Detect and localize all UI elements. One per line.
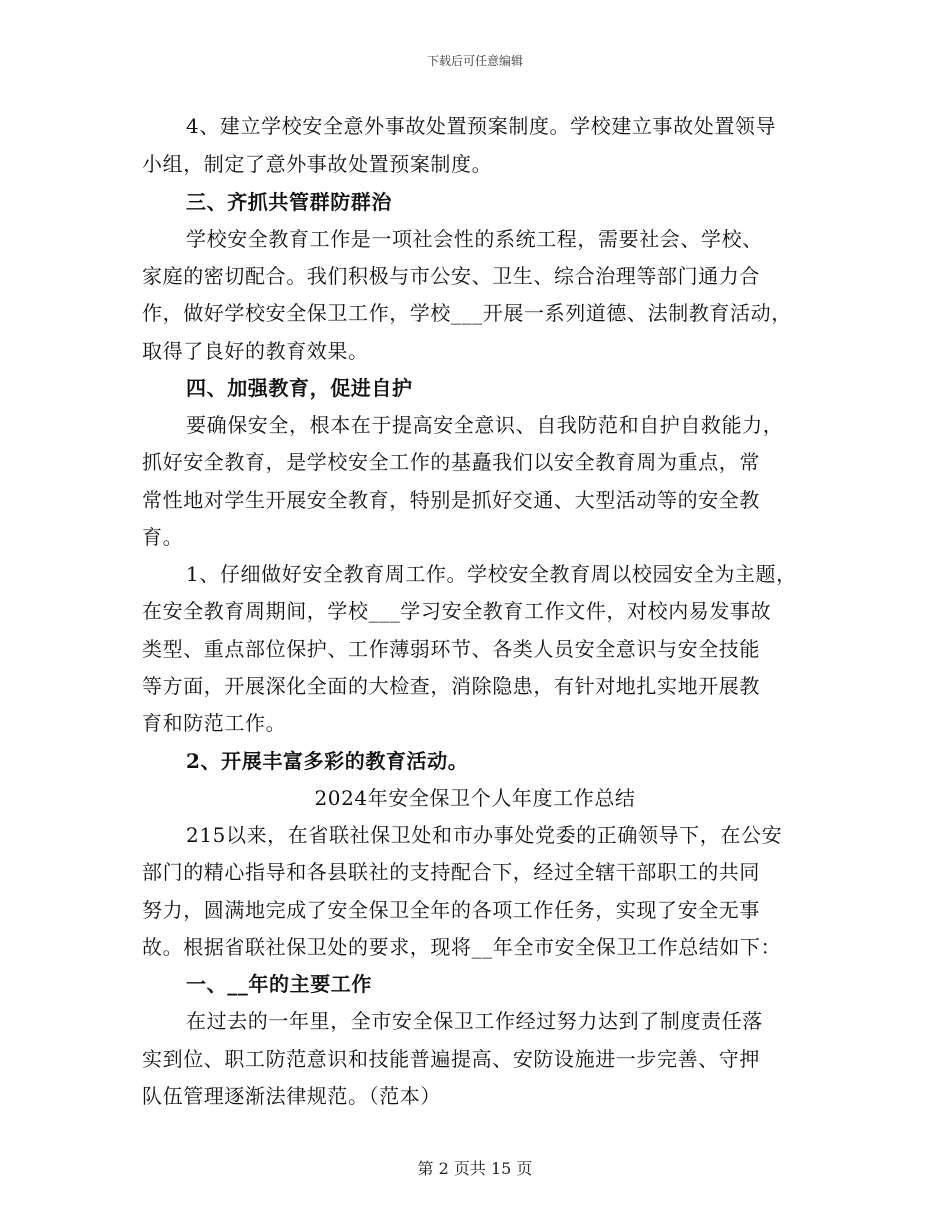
body-line: 小组，制定了意外事故处置预案制度。 <box>142 152 493 176</box>
body-line: 育和防范工作。 <box>142 711 287 735</box>
body-line: 215以来，在省联社保卫处和市办事处党委的正确领导下，在公安 <box>186 823 783 847</box>
body-line: 要确保安全，根本在于提高安全意识、自我防范和自护自救能力， <box>186 413 784 437</box>
body-line: 在过去的一年里，全市安全保卫工作经过努力达到了制度责任落 <box>186 1009 763 1033</box>
body-line: 学校安全教育工作是一项社会性的系统工程，需要社会、学校、 <box>186 227 763 251</box>
body-line: 育。 <box>142 525 184 549</box>
body-line: 故。根据省联社保卫处的要求，现将__年全市安全保卫工作总结如下： <box>142 935 782 959</box>
body-line: 取得了良好的教育效果。 <box>142 339 369 363</box>
body-line: 常性地对学生开展安全教育，特别是抓好交通、大型活动等的安全教 <box>142 488 760 512</box>
document-title: 2024年安全保卫个人年度工作总结 <box>314 786 636 810</box>
page-header: 下载后可任意编辑 <box>426 54 523 68</box>
body-line: 努力，圆满地完成了安全保卫全年的各项工作任务，实现了安全无事 <box>142 898 760 922</box>
body-line: 实到位、职工防范意识和技能普遍提高、安防设施进一步完善、守押 <box>142 1047 760 1071</box>
body-line: 类型、重点部位保护、工作薄弱环节、各类人员安全意识与安全技能 <box>142 637 760 661</box>
page-footer: 第 2 页共 15 页 <box>417 1159 533 1178</box>
section-heading: 2、开展丰富多彩的教育活动。 <box>186 749 469 773</box>
section-heading: 三、齐抓共管群防群治 <box>186 190 392 214</box>
body-line: 家庭的密切配合。我们积极与市公安、卫生、综合治理等部门通力合 <box>142 264 760 288</box>
body-line: 等方面，开展深化全面的大检查，消除隐患，有针对地扎实地开展教 <box>142 674 760 698</box>
section-heading: 四、加强教育，促进自护 <box>186 376 413 400</box>
body-line: 在安全教育周期间，学校___学习安全教育工作文件，对校内易发事故 <box>142 599 772 623</box>
section-heading: 一、__年的主要工作 <box>186 972 372 996</box>
body-line: 部门的精心指导和各县联社的支持配合下，经过全辖干部职工的共同 <box>142 860 760 884</box>
body-line: 队伍管理逐渐法律规范。（范本） <box>142 1084 441 1108</box>
body-line: 作，做好学校安全保卫工作，学校___开展一系列道德、法制教育活动， <box>142 301 792 325</box>
body-line: 抓好安全教育，是学校安全工作的基矗我们以安全教育周为重点，常 <box>142 450 760 474</box>
body-line: 1、仔细做好安全教育周工作。学校安全教育周以校园安全为主题， <box>186 562 797 586</box>
body-line: 4、建立学校安全意外事故处置预案制度。学校建立事故处置领导 <box>186 114 777 138</box>
